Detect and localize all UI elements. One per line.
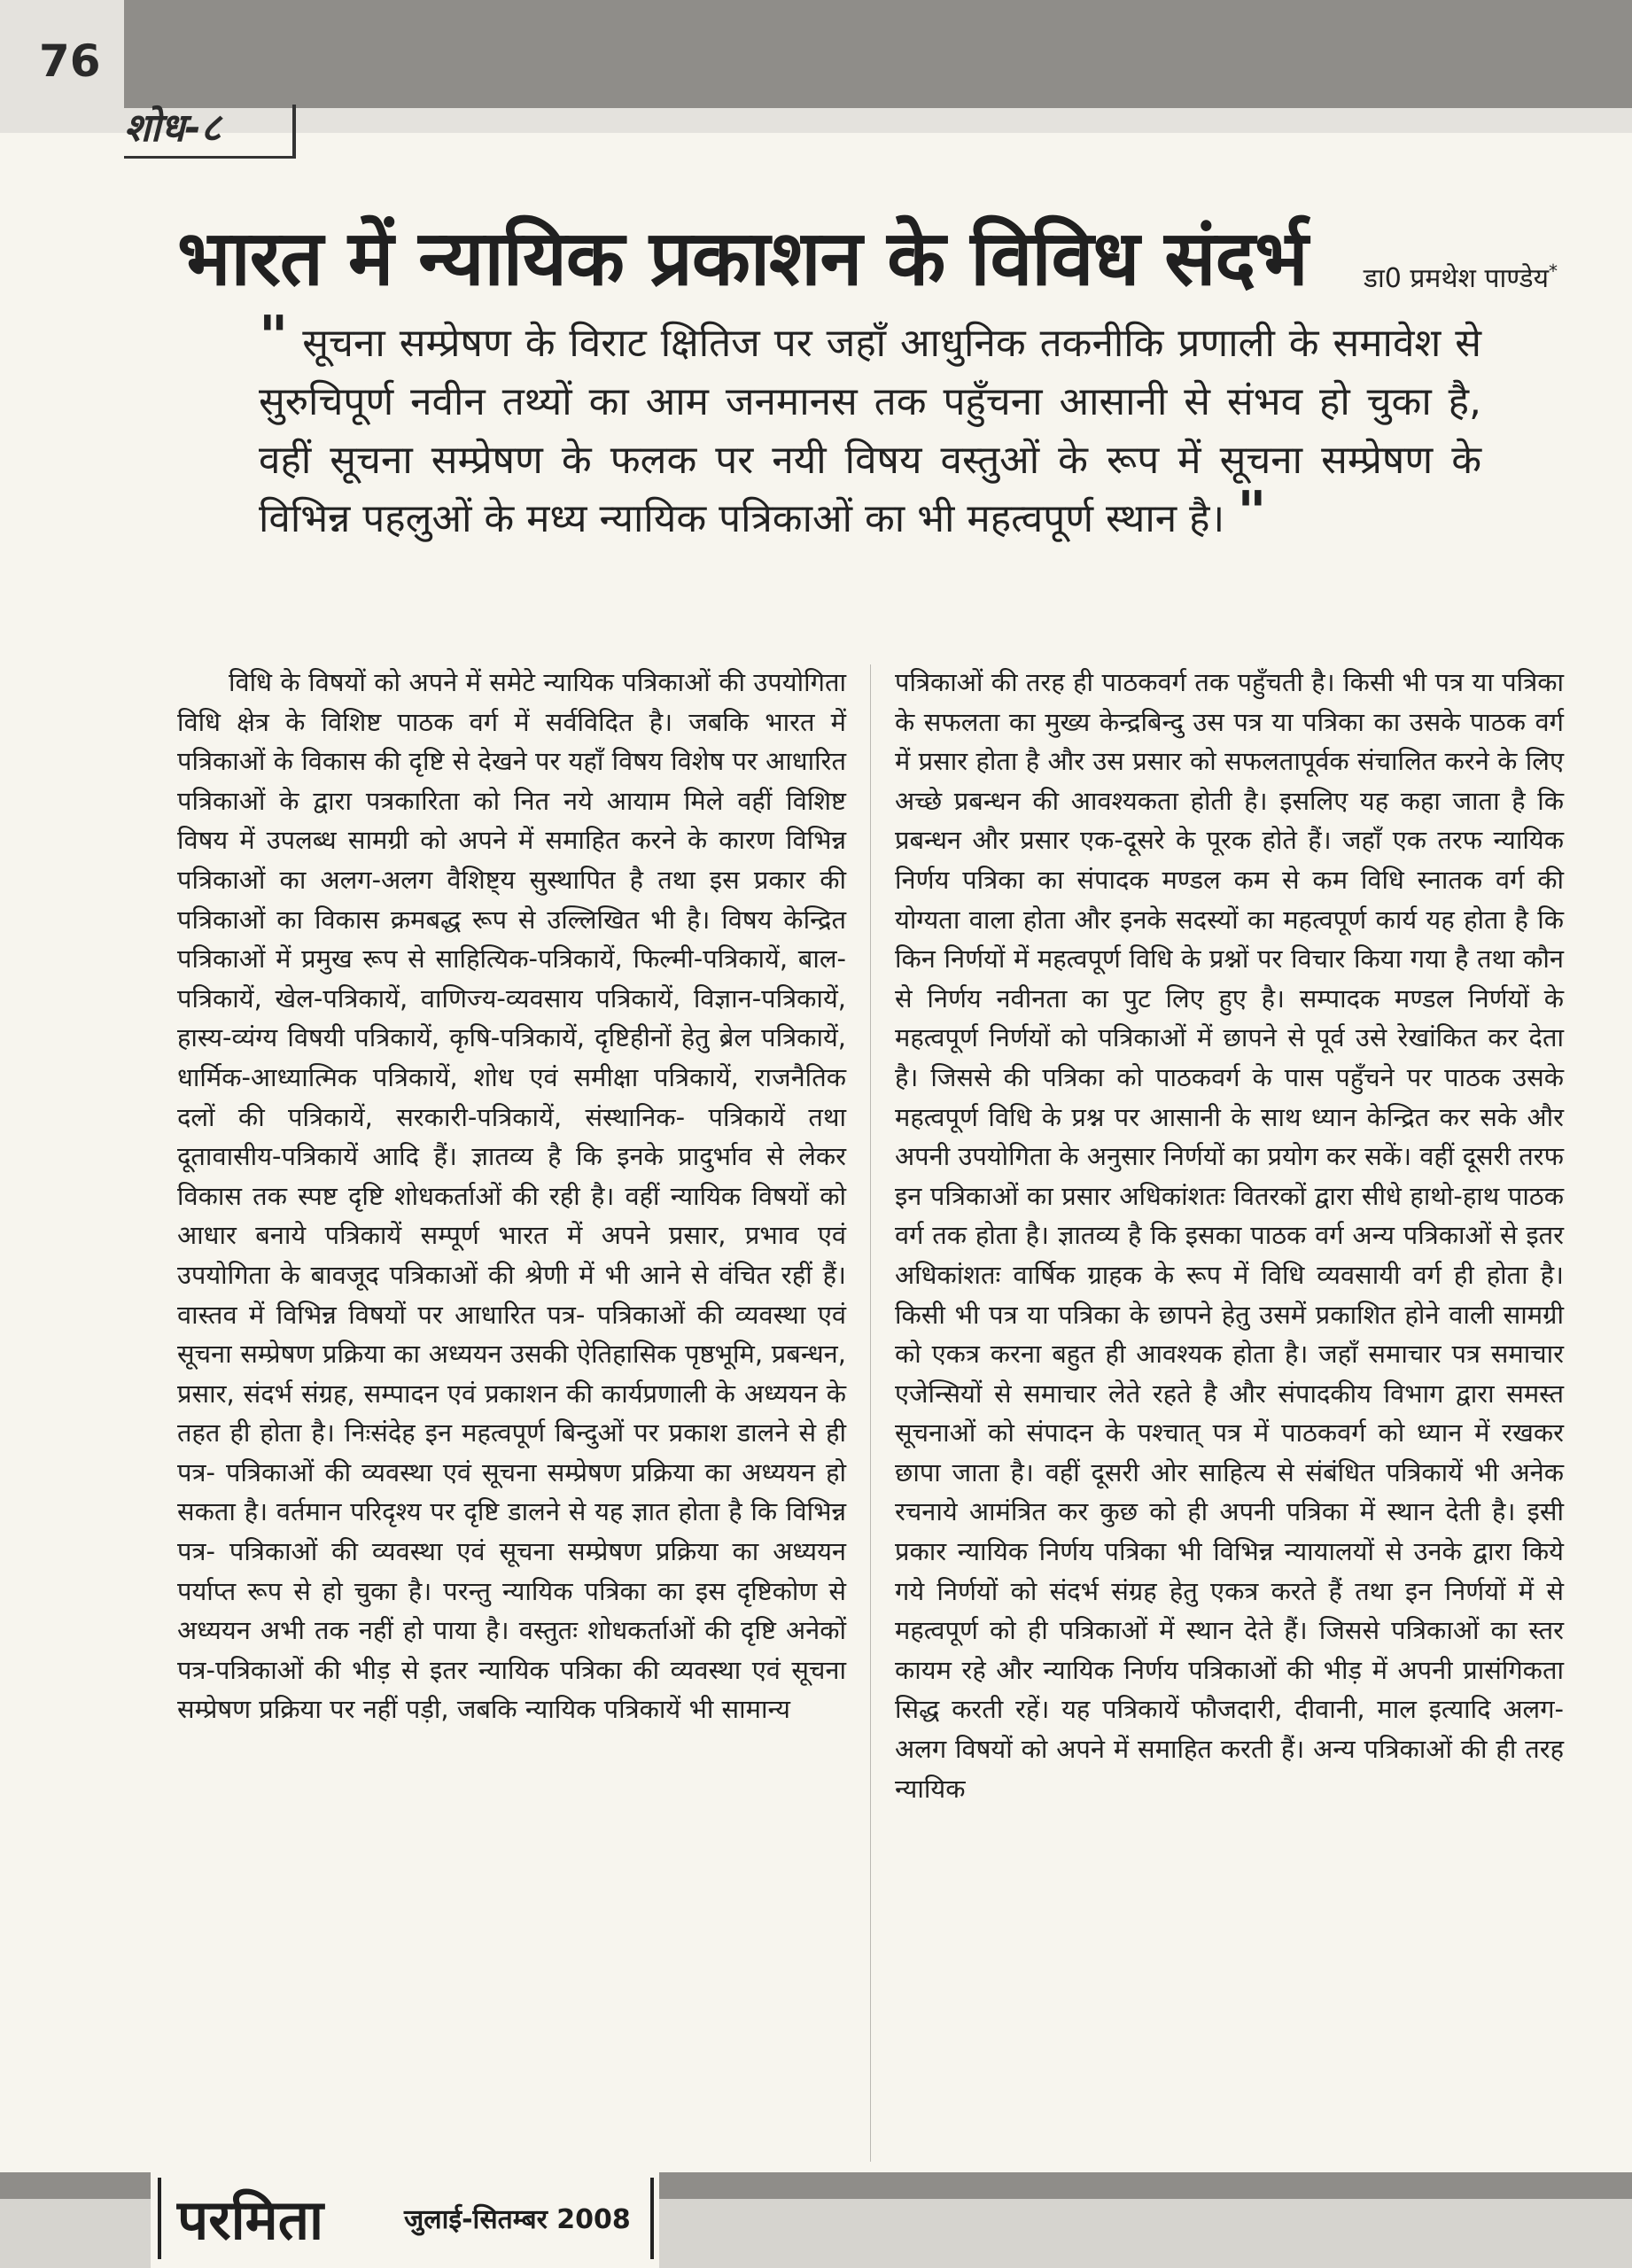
open-quote-mark: " [259, 305, 289, 370]
author-line [1364, 259, 1558, 295]
section-rule [292, 105, 296, 158]
section-label: शोध-८ [124, 105, 221, 151]
page-number: 76 [39, 35, 101, 87]
column-divider [870, 664, 871, 2162]
author-name: डा0 प्रमथेश पाण्डेय [1363, 263, 1549, 294]
header-band-dark [124, 0, 1632, 108]
magazine-name: परमिता [177, 2187, 324, 2252]
article-title: भारत में न्यायिक प्रकाशन के विविध संदर्भ [177, 214, 1308, 303]
close-quote-mark: " [1237, 480, 1267, 546]
section-underline [124, 156, 296, 159]
footer-rule-right [650, 2178, 654, 2259]
body-paragraph-right: पत्रिकाओं की तरह ही पाठकवर्ग तक पहुँचती है। किसी भी पत्र या पत्रिका के सफलता का मुख्य केन्द्रबिन्दु उस पत्र या पत्रिका का उसके पाठक वर्ग में प्रसार होता है और उस प्रसार को सफलतापूर्वक संचालित करने के लिए अच्छे प्रबन्धन की आवश्यकता होती है। इसलिए यह कहा जाता है कि प्रबन्धन और प्रसार एक-दूसरे के पूरक होते हैं। जहाँ एक तरफ न्यायिक निर्णय पत्रिका का संपादक मण्डल कम से कम विधि स्नातक वर्ग की योग्यता वाला होता और इनके सदस्यों का महत्वपूर्ण कार्य यह होता है कि किन निर्णयों में महत्वपूर्ण विधि के प्रश्नों पर विचार किया गया है तथा कौन से निर्णय नवीनता का पुट लिए हुए है। सम्पादक मण्डल निर्णयों के महत्वपूर्ण निर्णयों को पत्रिकाओं में छापने से पूर्व उसे रेखांकित कर देता है। जिससे की पत्रिका को पाठकवर्ग के पास पहुँचने पर पाठक उसके महत्वपूर्ण विधि के प्रश्न पर आसानी के साथ ध्यान केन्द्रित कर सके और अपनी उपयोगिता के अनुसार निर्णयों का प्रयोग कर सकें। वहीं दूसरी तरफ इन पत्रिकाओं का प्रसार अधिकांशतः वितरकों द्वारा सीधे हाथो-हाथ पाठक वर्ग तक होता है। ज्ञातव्य है कि इसका पाठक वर्ग अन्य पत्रिकाओं से इतर अधिकांशतः वार्षिक ग्राहक के रूप में विधि व्यवसायी वर्ग ही होता है। किसी भी पत्र या पत्रिका के छापने हेतु उसमें प्रकाशित होने वाली सामग्री को एकत्र करना बहुत ही आवश्यक होता है। जहाँ समाचार पत्र समाचार एजेन्सियों से समाचार लेते रहते है और संपादकीय विभाग द्वारा समस्त सूचनाओं को संपादन के पश्चात् पत्र में पाठकवर्ग को ध्यान में रखकर छापा जाता है। वहीं दूसरी ओर साहित्य से संबंधित पत्रिकायें भी अनेक रचनाये आमंत्रित कर कुछ को ही अपनी पत्रिका में स्थान देती है। इसी प्रकार न्यायिक निर्णय पत्रिका भी विभिन्न न्यायालयों से उनके द्वारा किये गये निर्णयों को संदर्भ संग्रह हेतु एकत्र करते हैं तथा इन निर्णयों में से महत्वपूर्ण को ही पत्रिकाओं में स्थान देते हैं। जिससे पत्रिकाओं का स्तर कायम रहे और न्यायिक निर्णय पत्रिकाओं की भीड़ में अपनी प्रासंगिकता सिद्ध करती रहें। यह पत्रिकायें फौजदारी, दीवानी, माल इत्यादि अलग-अलग विषयों को अपने में समाहित करती हैं। अन्य पत्रिकाओं की ही तरह न्यायिक [895, 667, 1564, 1804]
body-column-left [177, 663, 846, 1729]
author-footnote-mark: * [1549, 260, 1558, 282]
pull-quote-text: सूचना सम्प्रेषण के विराट क्षितिज पर जहाँ आधुनिक तकनीकि प्रणाली के समावेश से सुरुचिपूर्ण नवीन तथ्यों का आम जनमानस तक पहुँचना आसानी से संभव हो चुका है, वहीं सूचना सम्प्रेषण के फलक पर नयी विषय वस्तुओं के रूप में सूचना सम्प्रेषण के विभिन्न पहलुओं के मध्य न्यायिक पत्रिकाओं का भी महत्वपूर्ण स्थान है। [259, 321, 1481, 541]
footer-rule-left [158, 2178, 161, 2259]
pull-quote [259, 305, 1481, 548]
issue-date: जुलाई-सितम्बर 2008 [404, 2204, 631, 2235]
body-column-right [895, 663, 1564, 1808]
body-paragraph-left: विधि के विषयों को अपने में समेटे न्यायिक पत्रिकाओं की उपयोगिता विधि क्षेत्र के विशिष्ट पाठक वर्ग में सर्वविदित है। जबकि भारत में पत्रिकाओं के विकास की दृष्टि से देखने पर यहाँ विषय विशेष पर आधारित पत्रिकाओं के द्वारा पत्रकारिता को नित नये आयाम मिले वहीं विशिष्ट विषय में उपलब्ध सामग्री को अपने में समाहित करने के कारण विभिन्न पत्रिकाओं का अलग-अलग वैशिष्ट्य सुस्थापित है तथा इस प्रकार की पत्रिकाओं का विकास क्रमबद्ध रूप से उल्लिखित भी है। विषय केन्द्रित पत्रिकाओं में प्रमुख रूप से साहित्यिक-पत्रिकायें, फिल्मी-पत्रिकायें, बाल-पत्रिकायें, खेल-पत्रिकायें, वाणिज्य-व्यवसाय पत्रिकायें, विज्ञान-पत्रिकायें, हास्य-व्यंग्य विषयी पत्रिकायें, कृषि-पत्रिकायें, दृष्टिहीनों हेतु ब्रेल पत्रिकायें, धार्मिक-आध्यात्मिक पत्रिकायें, शोध एवं समीक्षा पत्रिकायें, राजनैतिक दलों की पत्रिकायें, सरकारी-पत्रिकायें, संस्थानिक- पत्रिकायें तथा दूतावासीय-पत्रिकायें आदि हैं। ज्ञातव्य है कि इनके प्रादुर्भाव से लेकर विकास तक स्पष्ट दृष्टि शोधकर्ताओं की रही है। वहीं न्यायिक विषयों को आधार बनाये पत्रिकायें सम्पूर्ण भारत में अपने प्रसार, प्रभाव एवं उपयोगिता के बावजूद पत्रिकाओं की श्रेणी में भी आने से वंचित रहीं हैं। वास्तव में विभिन्न विषयों पर आधारित पत्र- पत्रिकाओं की व्यवस्था एवं सूचना सम्प्रेषण प्रक्रिया का अध्ययन उसकी ऐतिहासिक पृष्ठभूमि, प्रबन्धन, प्रसार, संदर्भ संग्रह, सम्पादन एवं प्रकाशन की कार्यप्रणाली के अध्ययन के तहत ही होता है। निःसंदेह इन महत्वपूर्ण बिन्दुओं पर प्रकाश डालने से ही पत्र- पत्रिकाओं की व्यवस्था एवं सूचना सम्प्रेषण प्रक्रिया का अध्ययन हो सकता है। वर्तमान परिदृश्य पर दृष्टि डालने से यह ज्ञात होता है कि विभिन्न पत्र- पत्रिकाओं की व्यवस्था एवं सूचना सम्प्रेषण प्रक्रिया का अध्ययन पर्याप्त रूप से हो चुका है। परन्तु न्यायिक पत्रिका का इस दृष्टिकोण से अध्ययन अभी तक नहीं हो पाया है। वस्तुतः शोधकर्ताओं की दृष्टि अनेकों पत्र-पत्रिकाओं की भीड़ से इतर न्यायिक पत्रिका की व्यवस्था एवं सूचना सम्प्रेषण प्रक्रिया पर नहीं पड़ी, जबकि न्यायिक पत्रिकायें भी सामान्य [177, 667, 846, 1725]
